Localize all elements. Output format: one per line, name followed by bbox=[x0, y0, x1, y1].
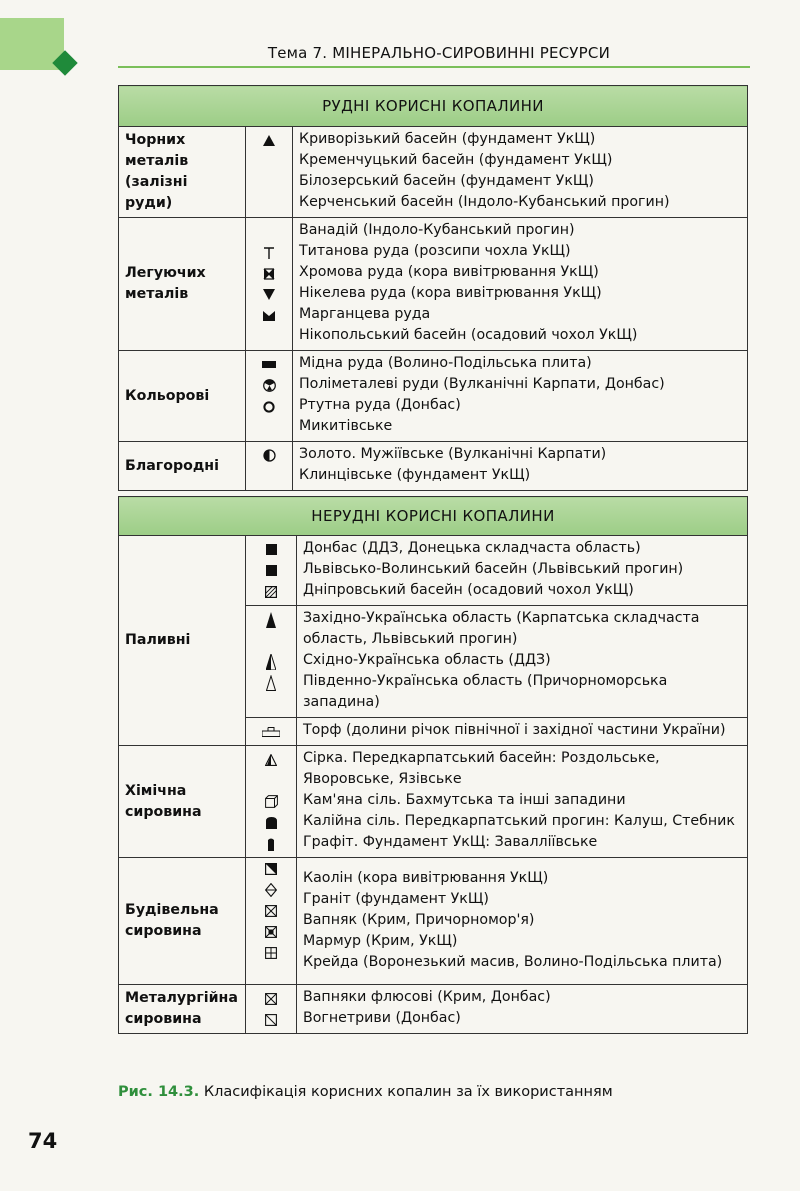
symbol-cell bbox=[246, 858, 297, 985]
tall-triangle-filled-icon bbox=[246, 609, 296, 630]
category-label: Благородні bbox=[119, 442, 246, 491]
table-row bbox=[119, 858, 748, 985]
triangle-down-icon bbox=[246, 284, 292, 305]
symbol-cell bbox=[246, 442, 293, 491]
table-row bbox=[119, 985, 748, 1034]
peat-icon bbox=[246, 721, 296, 742]
symbol-cell bbox=[246, 985, 297, 1034]
deposit-list bbox=[293, 218, 748, 351]
deposit-list bbox=[297, 858, 748, 985]
radiation-icon bbox=[246, 375, 292, 396]
list-item: Кам'яна сіль. Бахмутська та інші западини bbox=[303, 792, 626, 808]
list-item: Вапняк (Крим, Причорномор'я) bbox=[303, 911, 535, 928]
half-triangle-icon bbox=[246, 651, 296, 672]
list-item: Керченський басейн (Індоло-Кубанський прогин) bbox=[299, 194, 670, 210]
marble-square-icon bbox=[246, 921, 296, 942]
sulfur-triangle-icon bbox=[246, 749, 296, 770]
list-item: Мармур (Крим, УкЩ) bbox=[303, 932, 458, 949]
list-item: Марганцева руда bbox=[299, 306, 431, 322]
crossed-square-icon bbox=[246, 900, 296, 921]
graphite-icon bbox=[246, 833, 296, 854]
list-item: Поліметалеві руди (Вулканічні Карпати, Донбас) bbox=[299, 376, 665, 392]
list-item: Каолін (кора вивітрювання УкЩ) bbox=[303, 869, 549, 886]
category-label: Кольорові bbox=[119, 351, 246, 442]
list-item: Сірка. Передкарпатський басейн: Роздольське, Яворовське, Язівське bbox=[303, 750, 660, 787]
list-item: Микитівське bbox=[299, 418, 393, 434]
table-row bbox=[119, 218, 748, 351]
notched-square-icon bbox=[246, 305, 292, 326]
list-item: Хромова руда (кора вивітрювання УкЩ) bbox=[299, 264, 599, 280]
page-header-title: Тема 7. МІНЕРАЛЬНО-СИРОВИННІ РЕСУРСИ bbox=[267, 44, 610, 62]
table-row bbox=[119, 536, 748, 606]
list-item: Донбас (ДДЗ, Донецька складчаста область) bbox=[303, 540, 641, 556]
list-item: Клинцівське (фундамент УкЩ) bbox=[299, 467, 531, 483]
list-item: Дніпровський басейн (осадовий чохол УкЩ) bbox=[303, 582, 634, 598]
square-filled-icon bbox=[246, 560, 296, 581]
list-item: Східно-Українська область (ДДЗ) bbox=[303, 652, 551, 668]
deposit-list bbox=[293, 442, 748, 491]
table-row bbox=[119, 442, 748, 491]
table-row bbox=[119, 746, 748, 858]
table-row bbox=[119, 127, 748, 218]
deposit-list bbox=[297, 746, 748, 858]
deposit-list bbox=[297, 985, 748, 1034]
slashed-square-icon bbox=[246, 1009, 296, 1030]
symbol-cell bbox=[246, 606, 297, 718]
list-item: Крейда (Воронезький масив, Волино-Подільська плита) bbox=[303, 953, 723, 970]
list-item: Золото. Мужіївське (Вулканічні Карпати) bbox=[299, 446, 607, 462]
list-item: Білозерський басейн (фундамент УкЩ) bbox=[299, 173, 594, 189]
list-item: Калійна сіль. Передкарпатський прогин: Калуш, Стебник bbox=[303, 813, 735, 829]
symbol-cell bbox=[246, 718, 297, 746]
list-item: Львівсько-Волинський басейн (Львівський прогин) bbox=[303, 561, 684, 577]
category-label: Легуючих металів bbox=[119, 218, 246, 351]
hourglass-icon bbox=[246, 263, 292, 284]
symbol-cell bbox=[246, 127, 293, 218]
list-item: Титанова руда (розсипи чохла УкЩ) bbox=[299, 243, 571, 259]
deposit-list bbox=[297, 606, 748, 718]
category-label: Чорних металів (залізні руди) bbox=[119, 127, 246, 218]
header-divider bbox=[118, 66, 750, 68]
nonore-table-title: НЕРУДНІ КОРИСНІ КОПАЛИНИ bbox=[119, 497, 748, 536]
crossed-square-icon bbox=[246, 988, 296, 1009]
symbol-cell bbox=[246, 536, 297, 606]
page-number: 74 bbox=[28, 1129, 58, 1153]
list-item: Південно-Українська область (Причорноморська западина) bbox=[303, 673, 668, 710]
symbol-cell bbox=[246, 351, 293, 442]
list-item: Торф (долини річок північної і західної частини України) bbox=[303, 722, 726, 738]
list-item: Західно-Українська область (Карпатська складчаста область, Львівський прогин) bbox=[303, 610, 700, 647]
rounded-block-icon bbox=[246, 812, 296, 833]
deposit-list bbox=[297, 536, 748, 606]
ore-minerals-table bbox=[118, 85, 748, 491]
category-label: Будівельна сировина bbox=[119, 858, 246, 985]
half-circle-icon bbox=[246, 445, 292, 466]
symbol-cell bbox=[246, 218, 293, 351]
hatched-square-icon bbox=[246, 581, 296, 602]
ore-table-title: РУДНІ КОРИСНІ КОПАЛИНИ bbox=[119, 86, 748, 127]
nonore-minerals-table bbox=[118, 496, 748, 1034]
table-row bbox=[119, 351, 748, 442]
list-item: Нікопольський басейн (осадовий чохол УкЩ) bbox=[299, 327, 638, 343]
cube-icon bbox=[246, 791, 296, 812]
figure-caption-text: Класифікація корисних копалин за їх використанням bbox=[199, 1084, 613, 1100]
list-item: Ванадій (Індоло-Кубанський прогин) bbox=[299, 222, 575, 238]
category-label: Паливні bbox=[119, 536, 246, 746]
list-item: Графіт. Фундамент УкЩ: Завалліївське bbox=[303, 834, 598, 850]
list-item: Граніт (фундамент УкЩ) bbox=[303, 890, 489, 907]
triangle-filled-icon bbox=[246, 130, 292, 151]
figure-caption bbox=[118, 1084, 613, 1100]
list-item: Нікелева руда (кора вивітрювання УкЩ) bbox=[299, 285, 602, 301]
category-label: Металургійна сировина bbox=[119, 985, 246, 1034]
deposit-list bbox=[293, 127, 748, 218]
deposit-list bbox=[297, 718, 748, 746]
list-item: Мідна руда (Волино-Подільська плита) bbox=[299, 355, 592, 371]
deposit-list bbox=[293, 351, 748, 442]
square-filled-icon bbox=[246, 539, 296, 560]
diamond-outline-icon bbox=[246, 879, 296, 900]
bar-icon bbox=[246, 354, 292, 375]
list-item: Вапняки флюсові (Крим, Донбас) bbox=[303, 989, 551, 1005]
diagonal-square-icon bbox=[246, 858, 296, 879]
circle-outline-icon bbox=[246, 396, 292, 417]
t-shape-icon bbox=[246, 242, 292, 263]
figure-label: Рис. 14.3. bbox=[118, 1084, 200, 1100]
grid-square-icon bbox=[246, 942, 296, 963]
category-label: Хімічна сировина bbox=[119, 746, 246, 858]
list-item: Вогнетриви (Донбас) bbox=[303, 1010, 461, 1026]
tall-triangle-outline-icon bbox=[246, 672, 296, 693]
list-item: Кременчуцький басейн (фундамент УкЩ) bbox=[299, 152, 613, 168]
list-item: Криворізький басейн (фундамент УкЩ) bbox=[299, 131, 596, 147]
list-item: Ртутна руда (Донбас) bbox=[299, 397, 461, 413]
symbol-cell bbox=[246, 746, 297, 858]
